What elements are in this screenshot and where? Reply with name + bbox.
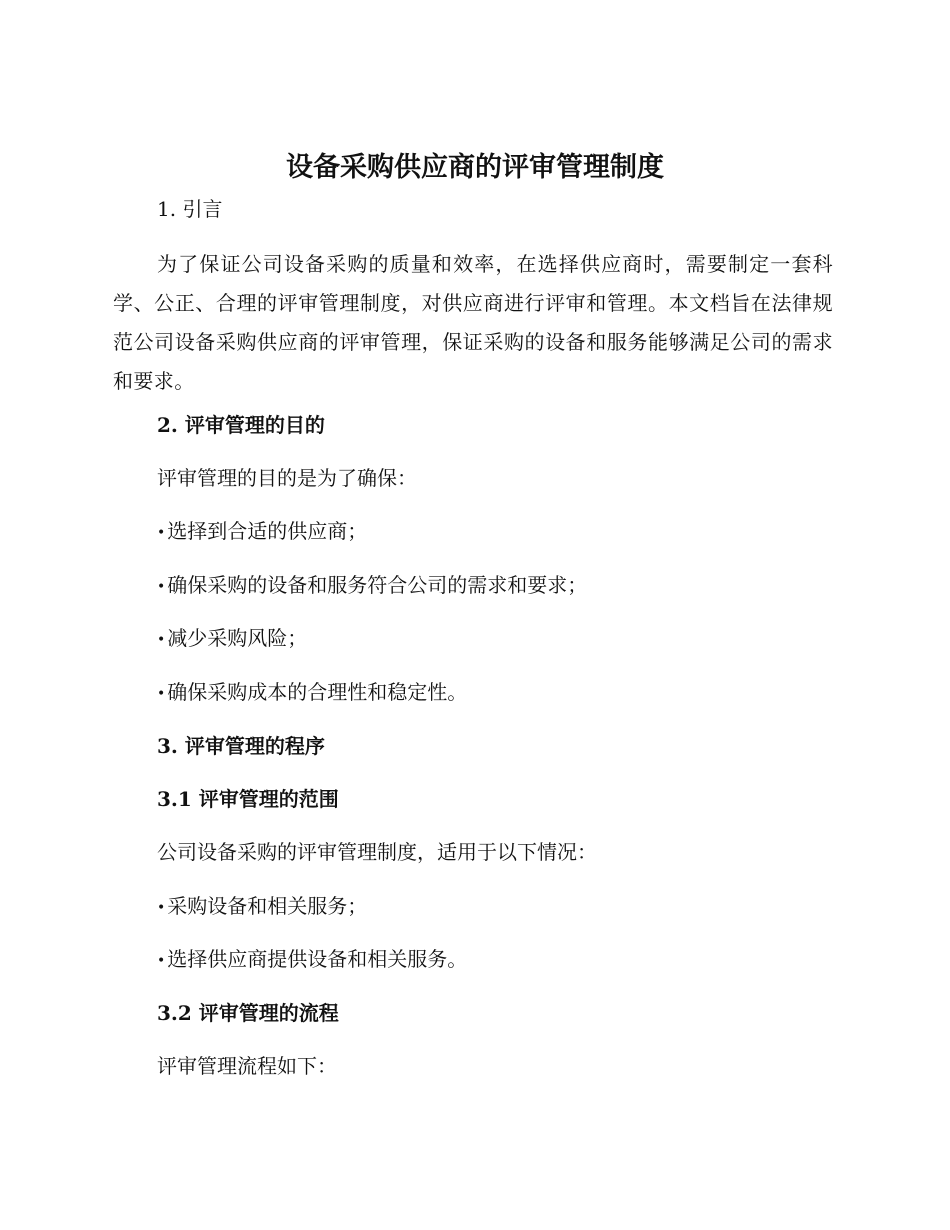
section-3-2-intro: 评审管理流程如下：	[157, 1054, 337, 1078]
list-item-text: 选择到合适的供应商；	[167, 519, 368, 543]
list-item	[157, 945, 467, 975]
section-2-intro: 评审管理的目的是为了确保：	[157, 466, 417, 490]
bullet-icon: •	[157, 524, 166, 541]
list-item-text: 选择供应商提供设备和相关服务。	[167, 947, 468, 971]
section-2-heading: 2. 评审管理的目的	[157, 413, 325, 437]
list-item-text: 确保采购的设备和服务符合公司的需求和要求；	[167, 573, 588, 597]
list-item	[157, 624, 307, 654]
bullet-icon: •	[157, 899, 166, 916]
bullet-icon: •	[157, 578, 166, 595]
list-item-text: 确保采购成本的合理性和稳定性。	[167, 680, 468, 704]
section-1-heading: 1. 引言	[157, 197, 223, 221]
section-3-2-heading: 3.2 评审管理的流程	[157, 1001, 339, 1025]
bullet-icon: •	[157, 952, 166, 969]
document-title: 设备采购供应商的评审管理制度	[286, 152, 664, 183]
list-item	[157, 517, 367, 547]
section-1-paragraph: 为了保证公司设备采购的质量和效率，在选择供应商时，需要制定一套科学、公正、合理的评审管理制度，对供应商进行评审和管理。本文档旨在法律规范公司设备采购供应商的评审管理，保证采购的设备和服务能够满足公司的需求和要求。	[113, 252, 833, 393]
list-item	[157, 678, 467, 708]
list-item	[157, 892, 367, 922]
bullet-icon: •	[157, 685, 166, 702]
list-item	[157, 571, 587, 601]
section-3-1-intro: 公司设备采购的评审管理制度，适用于以下情况：	[157, 840, 597, 864]
list-item-text: 减少采购风险；	[167, 626, 308, 650]
section-3-heading: 3. 评审管理的程序	[157, 734, 325, 758]
list-item-text: 采购设备和相关服务；	[167, 894, 368, 918]
bullet-icon: •	[157, 631, 166, 648]
section-3-1-heading: 3.1 评审管理的范围	[157, 787, 339, 811]
